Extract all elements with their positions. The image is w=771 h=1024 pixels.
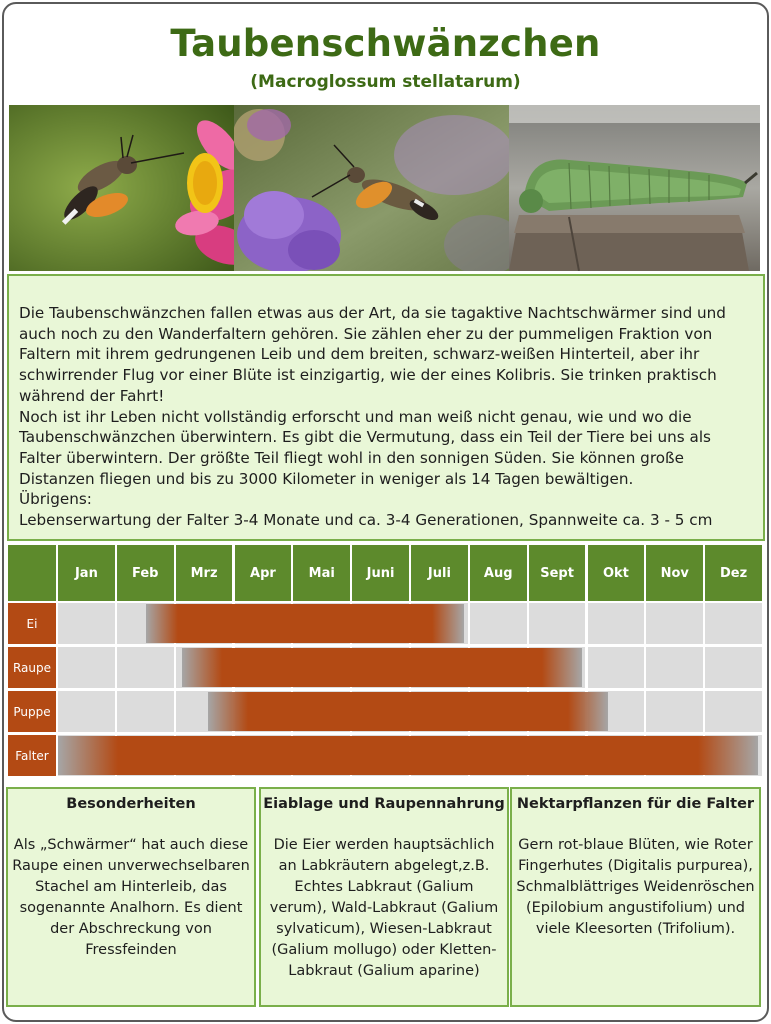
box-title: Eiablage und Raupennahrung — [263, 796, 505, 812]
month-header: Apr — [235, 545, 292, 601]
description-text — [19, 303, 754, 531]
month-cell — [529, 603, 586, 644]
stage-label: Puppe — [8, 691, 56, 732]
header-corner — [8, 545, 56, 601]
month-cell — [588, 647, 645, 688]
month-cell — [470, 603, 527, 644]
stage-label: Ei — [8, 603, 56, 644]
photo-moth-at-pink-flower — [9, 105, 234, 271]
stage-bar — [208, 692, 608, 731]
box-text: Die Eier werden hauptsächlich an Labkräutern abgelegt,z.B. Echtes Labkraut (Galium verum), Wald-Labkraut (Galium sylvaticum), Wiesen-Labkraut (Galium mollugo) oder Kletten-Labkraut (Galium aparine) — [269, 837, 499, 979]
photo-strip — [9, 105, 760, 271]
stage-track — [58, 735, 764, 776]
stage-label: Falter — [8, 735, 56, 776]
month-cell — [117, 691, 174, 732]
box-text: Gern rot-blaue Blüten, wie Roter Fingerhutes (Digitalis purpurea), Schmalblättriges Weidenröschen (Epilobium angustifolium) und viele Kleesorten (Trifolium). — [516, 837, 755, 937]
box-title: Nektarpflanzen für die Falter — [516, 796, 755, 812]
month-cell — [705, 603, 762, 644]
stage-label: Raupe — [8, 647, 56, 688]
month-cell — [58, 691, 115, 732]
box-title: Besonderheiten — [66, 796, 196, 812]
photo-caterpillar — [509, 105, 760, 271]
month-header: Dez — [705, 545, 762, 601]
month-cell — [705, 691, 762, 732]
month-cell — [646, 603, 703, 644]
month-header: Mai — [293, 545, 350, 601]
month-header: Juni — [352, 545, 409, 601]
stage-bar — [146, 604, 464, 643]
month-header: Okt — [588, 545, 645, 601]
box-egg-laying-and-food — [259, 787, 509, 1007]
month-header: Aug — [470, 545, 527, 601]
month-header: Jan — [58, 545, 115, 601]
description-paragraph: Die Taubenschwänzchen fallen etwas aus der Art, da sie tagaktive Nachtschwärmer sind und auch noch zu den Wanderfaltern gehören. Sie zählen eher zu der pummeligen Fraktion von Faltern mit ihrem gedrungenen Leib und dem breiten, schwarz-weißen Hinterteil, aber ihr schwirrender Flug vor einer Blüte ist einzigartig, wie der eines Kolibris. Sie trinken praktisch während der Fahrt! — [19, 304, 726, 405]
stage-track — [58, 691, 764, 732]
stage-bar — [58, 736, 758, 775]
month-cell — [588, 603, 645, 644]
description-box — [7, 274, 765, 541]
month-cell — [646, 647, 703, 688]
month-cell — [705, 647, 762, 688]
stage-bar — [182, 648, 582, 687]
month-cell — [58, 603, 115, 644]
photo-moth-at-lilac — [234, 105, 509, 271]
month-header: Juli — [411, 545, 468, 601]
month-header: Sept — [529, 545, 586, 601]
description-paragraph: Lebenserwartung der Falter 3-4 Monate und ca. 3-4 Generationen, Spannweite ca. 3 - 5 cm — [19, 511, 713, 530]
description-paragraph: Noch ist ihr Leben nicht vollständig erforscht und man weiß nicht genau, wie und wo die Taubenschwänzchen überwintern. Es gibt die Vermutung, dass ein Teil der Tiere bei uns als Falter überwintern. Der größte Teil fliegt wohl in den sonnigen Süden. Sie können große Distanzen fliegen und bis zu 3000 Kilometer in weniger als 14 Tagen bewältigen. — [19, 407, 711, 488]
box-nectar-plants — [510, 787, 761, 1007]
month-header: Feb — [117, 545, 174, 601]
box-text: Als „Schwärmer“ hat auch diese Raupe einen unverwechselbaren Stachel am Hinterleib, das sogenannte Analhorn. Es dient der Abschreckung von Fressfeinden — [12, 837, 250, 958]
description-paragraph: Übrigens: — [19, 490, 92, 509]
scientific-name: (Macroglossum stellatarum) — [250, 72, 521, 92]
page-title: Taubenschwänzchen — [170, 22, 601, 65]
phenology-table — [8, 545, 764, 780]
month-header: Nov — [646, 545, 703, 601]
box-special-features — [6, 787, 256, 1007]
month-header: Mrz — [176, 545, 233, 601]
stage-track — [58, 647, 764, 688]
month-cell — [646, 691, 703, 732]
stage-track — [58, 603, 764, 644]
month-cell — [58, 647, 115, 688]
month-header-row — [8, 545, 764, 601]
month-cell — [117, 647, 174, 688]
